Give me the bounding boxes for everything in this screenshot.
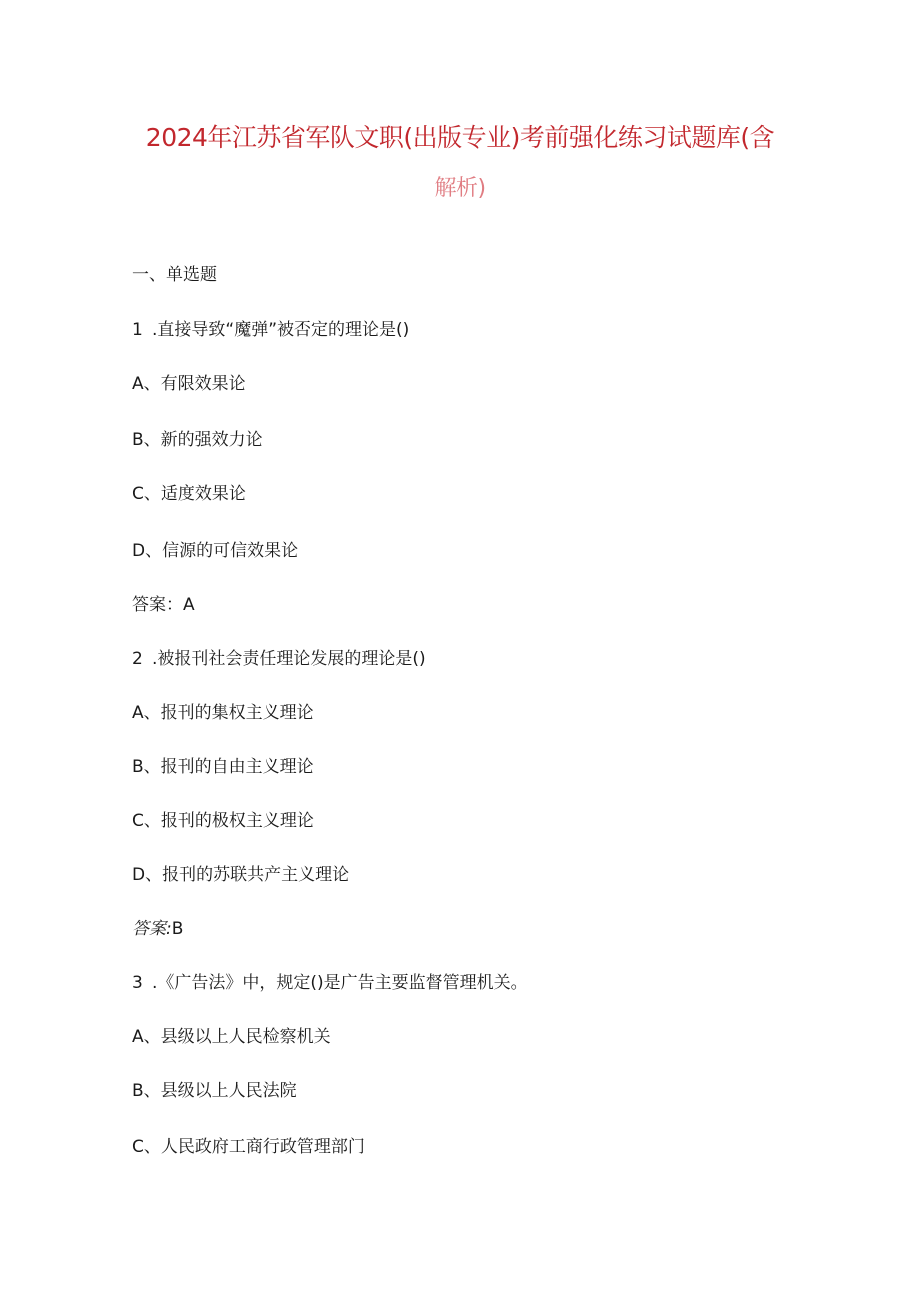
answer-value: B — [171, 919, 184, 939]
question-2-option-d: D、报刊的苏联共产主义理论 — [132, 865, 350, 885]
question-2-option-c: C、报刊的极权主义理论 — [132, 811, 314, 831]
document-title-line-1: 2024年江苏省军队文职(出版专业)考前强化练习试题库(含 — [145, 123, 775, 152]
question-1-option-a: A、有限效果论 — [132, 374, 246, 394]
question-number: 3 — [132, 973, 143, 993]
section-heading: 一、单选题 — [132, 265, 217, 285]
question-number: 1 — [132, 320, 143, 340]
question-2-option-b: B、报刊的自由主义理论 — [132, 757, 314, 777]
answer-label: 答案: — [132, 919, 172, 939]
question-2-option-a: A、报刊的集权主义理论 — [132, 703, 314, 723]
question-3-option-b: B、县级以上人民法院 — [132, 1081, 297, 1101]
question-text: .《广告法》中，规定()是广告主要监督管理机关。 — [152, 973, 528, 993]
question-1 — [132, 319, 409, 341]
question-1-option-c: C、适度效果论 — [132, 484, 246, 504]
question-1-option-b: B、新的强效力论 — [132, 430, 263, 450]
question-3 — [132, 972, 528, 994]
question-3-option-a: A、县级以上人民检察机关 — [132, 1027, 331, 1047]
question-text: .直接导致“魔弹”被否定的理论是() — [152, 320, 410, 340]
question-3-option-c: C、人民政府工商行政管理部门 — [132, 1137, 365, 1157]
document-title-line-2: 解析) — [434, 176, 486, 201]
question-2 — [132, 648, 426, 670]
question-2-answer — [132, 918, 183, 940]
question-number: 2 — [132, 649, 143, 669]
question-text: .被报刊社会责任理论发展的理论是() — [152, 649, 426, 669]
question-1-option-d: D、信源的可信效果论 — [132, 541, 299, 561]
question-1-answer: 答案：A — [132, 595, 195, 615]
